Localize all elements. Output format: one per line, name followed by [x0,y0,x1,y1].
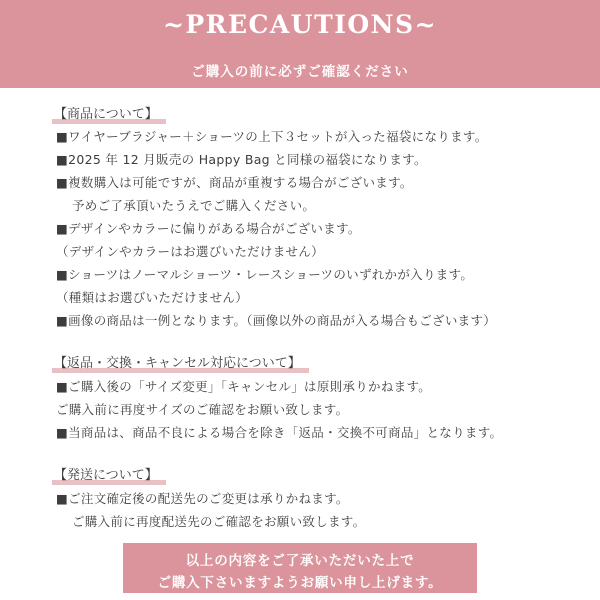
list-item: （種類はお選びいただけません） [56,290,249,305]
list-item: ■画像の商品は一例となります。（画像以外の商品が入る場合もございます） [56,313,497,328]
list-item: ■ワイヤーブラジャー＋ショーツの上下３セットが入った福袋になります。 [56,129,488,144]
section-heading-shipping: 【発送について】 [52,467,160,485]
header-banner [0,0,600,88]
list-item: ■当商品は、商品不良による場合を除き「返品・交換不可商品」となります。 [56,425,503,440]
list-item: ■ショーツはノーマルショーツ・レースショーツのいずれかが入ります。 [56,267,474,282]
closing-note-box [123,543,477,593]
section-heading-returns: 【返品・交換・キャンセル対応について】 [52,355,303,373]
list-item: ■ご注文確定後の配送先のご変更は承りかねます。 [56,491,349,506]
closing-note-line-2: ご購入下さいますようお願い申し上げます。 [157,575,443,591]
list-item: ■複数購入は可能ですが、商品が重複する場合がございます。 [56,175,413,190]
closing-note-line-1: 以上の内容をご了承いただいた上で [185,553,415,569]
list-item: ■デザインやカラーに偏りがある場合がございます。 [56,221,361,236]
list-item: 予めご了承頂いたうえでご購入ください。 [72,198,316,213]
page-title: ~PRECAUTIONS~ [162,10,438,39]
section-heading-product: 【商品について】 [52,106,160,124]
list-item: （デザインやカラーはお選びいただけません） [56,244,324,259]
list-item: ご購入前に再度サイズのご確認をお願い致します。 [56,402,349,417]
list-item: ■2025 年 12 月販売の Happy Bag と同様の福袋になります。 [56,152,427,167]
list-item: ご購入前に再度配送先のご確認をお願い致します。 [72,514,366,529]
list-item: ■ご購入後の「サイズ変更」「キャンセル」は原則承りかねます。 [56,379,432,394]
page-subtitle: ご購入の前に必ずご確認ください [191,64,409,80]
